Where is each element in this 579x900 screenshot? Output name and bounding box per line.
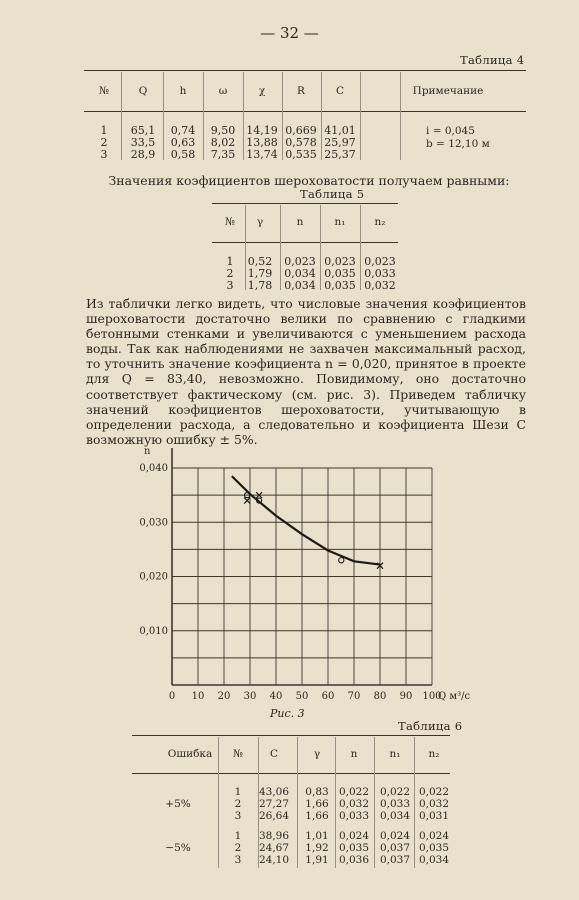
table4-top-rule [84,70,526,71]
table6-top-rule [132,735,450,736]
table4-header-cell: № [99,85,109,97]
table6-cell: 0,034 [379,810,411,822]
table6-header-cell: Ошибка [167,748,213,760]
table-column-rule [243,72,244,160]
y-tick-label: 0,040 [139,463,168,474]
table5-cell: 1,78 [247,279,273,292]
table5-cell: 0,032 [364,279,396,292]
table4-cell: 7,35 [210,148,236,161]
table4-cell: 8,02 [210,136,236,149]
table4-header-cell: Примечание [412,85,484,97]
table4-header-cell: χ [258,85,266,97]
table6-cell: 1 [234,786,242,798]
table4-cell: 3 [100,148,108,161]
table4-cell: 28,9 [130,148,156,161]
table4-cell: 0,74 [170,124,196,137]
figure-caption: Рис. 3 [270,707,305,720]
x-tick-label: 90 [399,691,413,702]
table5-header-cell: n [296,216,304,228]
table5-cell: 0,035 [324,279,356,292]
x-tick-label: 30 [243,691,257,702]
table4-cell: 41,01 [324,124,356,137]
table4-header-cell: Q [138,85,148,97]
table6-cell: 43,06 [258,786,290,798]
data-point-cross [244,498,250,504]
x-tick-label: 10 [191,691,205,702]
table6-cell: 1,66 [305,810,329,822]
table5-cell: 2 [226,267,234,280]
table4-cell: 0,669 [285,124,317,137]
table5-cell: 1 [226,255,234,268]
x-tick-label: 40 [269,691,283,702]
table5-caption: Таблица 5 [300,187,365,201]
table5-cell: 0,035 [324,267,356,280]
table4-cell: 65,1 [130,124,156,137]
table4-cell: 25,97 [324,136,356,149]
table5-cell: 0,52 [247,255,273,268]
table5-cell: 0,023 [324,255,356,268]
table5-header-cell: n₁ [334,216,346,228]
table6-cell: 0,022 [418,786,450,798]
y-tick-label: 0,010 [139,625,168,637]
table5-cell: 3 [226,279,234,292]
table6-cell: 26,64 [258,810,290,822]
table4-header-cell: ω [218,85,228,97]
x-tick-label: 60 [321,691,335,702]
body-paragraph: Из таблички легко видеть, что числовые значения коэфициентов шероховатости достаточно велики по сравнению с гладкими бетонными стенками и увеличиваются с уменьшением расхода воды. Так как наблюдениями не захвачен максимальный расход, то уточнить значение коэфициента n = 0,020, принятое в проекте для Q = 83,40, невозможно. Повидимому, оно достаточно соответствует фактическому (см. рис. 3). Приведем табличку значений коэфициентов шероховатости, учитывающую в определении расхода, а следовательно и коэфициента Шези C возможную ошибку ± 5%. [86,296,526,447]
table6-cell: 0,024 [338,830,370,842]
x-axis-label: Q м³/с [438,691,470,702]
table6-cell: 1,91 [305,854,329,866]
table6-cell: 1,92 [305,842,329,854]
table-column-rule [245,205,246,290]
table4-cell: 14,19 [246,124,278,137]
table6-cell: 0,033 [379,798,411,810]
table6-cell: 0,022 [379,786,411,798]
x-tick-label: 80 [373,691,387,702]
table4-header-rule [84,111,526,112]
table6-cell: 38,96 [258,830,290,842]
table6-cell: 1 [234,830,242,842]
table5-header-cell: № [225,216,235,228]
data-point-circle [339,558,344,563]
table4-cell: 13,88 [246,136,278,149]
table4-cell: 2 [100,136,108,149]
table4-cell: 1 [100,124,108,137]
table6-header-cell: № [233,748,243,760]
table4-cell: 0,578 [285,136,317,149]
table6-cell: 0,024 [379,830,411,842]
table6-cell: 27,27 [258,798,290,810]
table4-cell: 25,37 [324,148,356,161]
table4-header-cell: h [179,85,187,97]
table5-top-rule [212,203,398,204]
table5-header-cell: γ [256,216,264,228]
table4-header-cell: R [297,85,305,97]
table6-cell: 0,035 [418,842,450,854]
table4-cell: 9,50 [210,124,236,137]
table4-cell: 13,74 [246,148,278,161]
table6-cell: 3 [234,854,242,866]
x-tick-label: 50 [295,691,309,702]
table-column-rule [203,72,204,160]
table-column-rule [163,72,164,160]
table5-cell: 1,79 [247,267,273,280]
table5-cell: 0,033 [364,267,396,280]
y-tick-label: 0,020 [139,571,168,583]
table5-cell: 0,034 [284,267,316,280]
table6-header-cell: γ [313,748,321,760]
table6-cell: 0,024 [418,830,450,842]
x-tick-label: 70 [347,691,361,702]
table-column-rule [400,72,401,160]
table6-header-rule [132,773,450,774]
table6-header-cell: n₁ [389,748,401,760]
page-number: — 32 — [260,24,319,42]
x-tick-label: 0 [168,691,176,702]
table4-cell: 0,535 [285,148,317,161]
chart-figure-3 [130,440,470,710]
table6-cell: 0,032 [338,798,370,810]
table6-cell: 1,01 [305,830,329,842]
table6-header-cell: n [350,748,358,760]
table-column-rule [360,205,361,290]
table5-cell: 0,034 [284,279,316,292]
y-axis-label: n [144,446,151,457]
table6-error-cell: −5% [165,842,191,854]
table6-cell: 0,032 [418,798,450,810]
table6-error-cell: +5% [165,798,191,810]
table4-note-2: b = 12,10 м [426,138,490,150]
table6-cell: 24,67 [258,842,290,854]
table6-cell: 0,031 [418,810,450,822]
table6-cell: 0,037 [379,842,411,854]
table6-cell: 0,036 [338,854,370,866]
table6-caption: Таблица 6 [398,719,463,733]
fitted-curve [232,476,380,564]
table6-cell: 0,033 [338,810,370,822]
table5-header-rule [212,242,398,243]
table-column-rule [121,72,122,160]
table6-cell: 0,037 [379,854,411,866]
table-column-rule [414,737,415,868]
table6-cell: 0,034 [418,854,450,866]
table6-header-cell: C [269,748,279,760]
table-column-rule [374,737,375,868]
table6-cell: 2 [234,842,242,854]
table-column-rule [282,72,283,160]
table6-cell: 1,66 [305,798,329,810]
table6-cell: 3 [234,810,242,822]
table4-caption: Таблица 4 [460,53,525,67]
x-tick-label: 100 [422,691,442,702]
table4-cell: 0,58 [170,148,196,161]
table-column-rule [218,737,219,868]
x-tick-label: 20 [217,691,231,702]
table-column-rule [360,72,361,160]
table4-cell: 33,5 [130,136,156,149]
table-column-rule [321,72,322,160]
table5-cell: 0,023 [284,255,316,268]
table5-header-cell: n₂ [374,216,386,228]
table6-header-cell: n₂ [428,748,440,760]
table6-cell: 0,022 [338,786,370,798]
table-column-rule [297,737,298,868]
table4-cell: 0,63 [170,136,196,149]
table-column-rule [280,205,281,290]
y-tick-label: 0,030 [139,517,168,529]
table6-cell: 0,035 [338,842,370,854]
table6-cell: 24,10 [258,854,290,866]
table6-cell: 2 [234,798,242,810]
table4-note-1: i = 0,045 [426,125,475,137]
table-column-rule [320,205,321,290]
table-column-rule [335,737,336,868]
table5-cell: 0,023 [364,255,396,268]
table5-heading: Значения коэфициентов шероховатости получаем равными: [108,173,510,188]
table4-header-cell: C [335,85,345,97]
table6-cell: 0,83 [305,786,329,798]
